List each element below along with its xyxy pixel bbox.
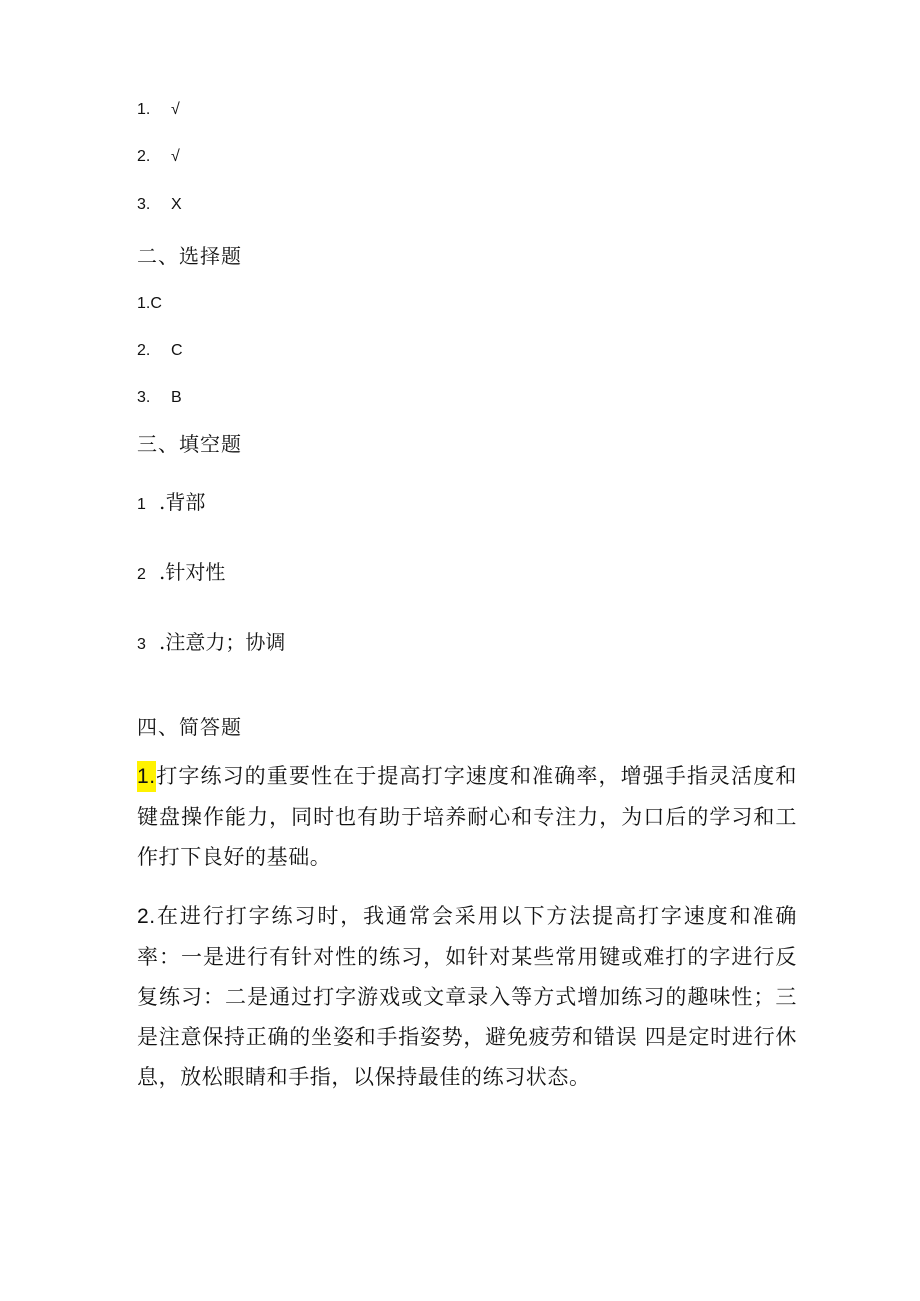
choice-answer-1 [137, 295, 162, 313]
item-number: 2 [137, 566, 146, 583]
item-answer: C [171, 342, 183, 359]
item-number: 2. [137, 342, 151, 359]
item-number: 2. [137, 905, 156, 928]
short-answer-1 [137, 756, 797, 877]
item-number: 2. [137, 148, 151, 165]
item-number: 1. [137, 101, 151, 118]
answer-text: 打字练习的重要性在于提高打字速度和准确率，增强手指灵活度和键盘操作能力，同时也有助于培养耐心和专注力，为口后的学习和工作打下良好的基础。 [137, 764, 797, 869]
fill-answer-2 [137, 556, 225, 585]
judge-answer-3 [137, 196, 182, 214]
item-number: 1. [137, 295, 151, 312]
item-number: 3. [137, 389, 151, 406]
judge-answer-1 [137, 101, 180, 119]
item-answer: .针对性 [159, 560, 226, 584]
short-answer-2 [137, 896, 797, 1097]
section-heading-choice: 二、选择题 [137, 244, 242, 268]
choice-answer-3 [137, 389, 182, 407]
item-answer: .背部 [159, 490, 206, 514]
judge-answer-2 [137, 148, 180, 166]
item-number: 3 [137, 636, 146, 653]
item-answer: B [171, 389, 182, 406]
section-heading-fill: 三、填空题 [137, 432, 242, 456]
item-number: 3. [137, 196, 151, 213]
item-answer: C [150, 295, 162, 312]
item-answer: √ [171, 148, 180, 165]
item-answer: .注意力；协调 [159, 630, 286, 654]
item-number-highlighted: 1. [137, 761, 156, 792]
item-answer: X [171, 196, 182, 213]
item-answer: √ [171, 101, 180, 118]
choice-answer-2 [137, 342, 183, 360]
answer-text: 在进行打字练习时，我通常会采用以下方法提高打字速度和准确率：一是进行有针对性的练习，如针对某些常用键或难打的字进行反复练习：二是通过打字游戏或文章录入等方式增加练习的趣味性；三是注意保持正确的坐姿和手指姿势，避免疲劳和错误 四是定时进行休息，放松眼睛和手指，以保持最佳的练习状态。 [137, 904, 797, 1089]
fill-answer-1 [137, 486, 205, 515]
item-number: 1 [137, 496, 146, 513]
section-heading-short-answer: 四、简答题 [137, 715, 242, 739]
fill-answer-3 [137, 626, 285, 655]
